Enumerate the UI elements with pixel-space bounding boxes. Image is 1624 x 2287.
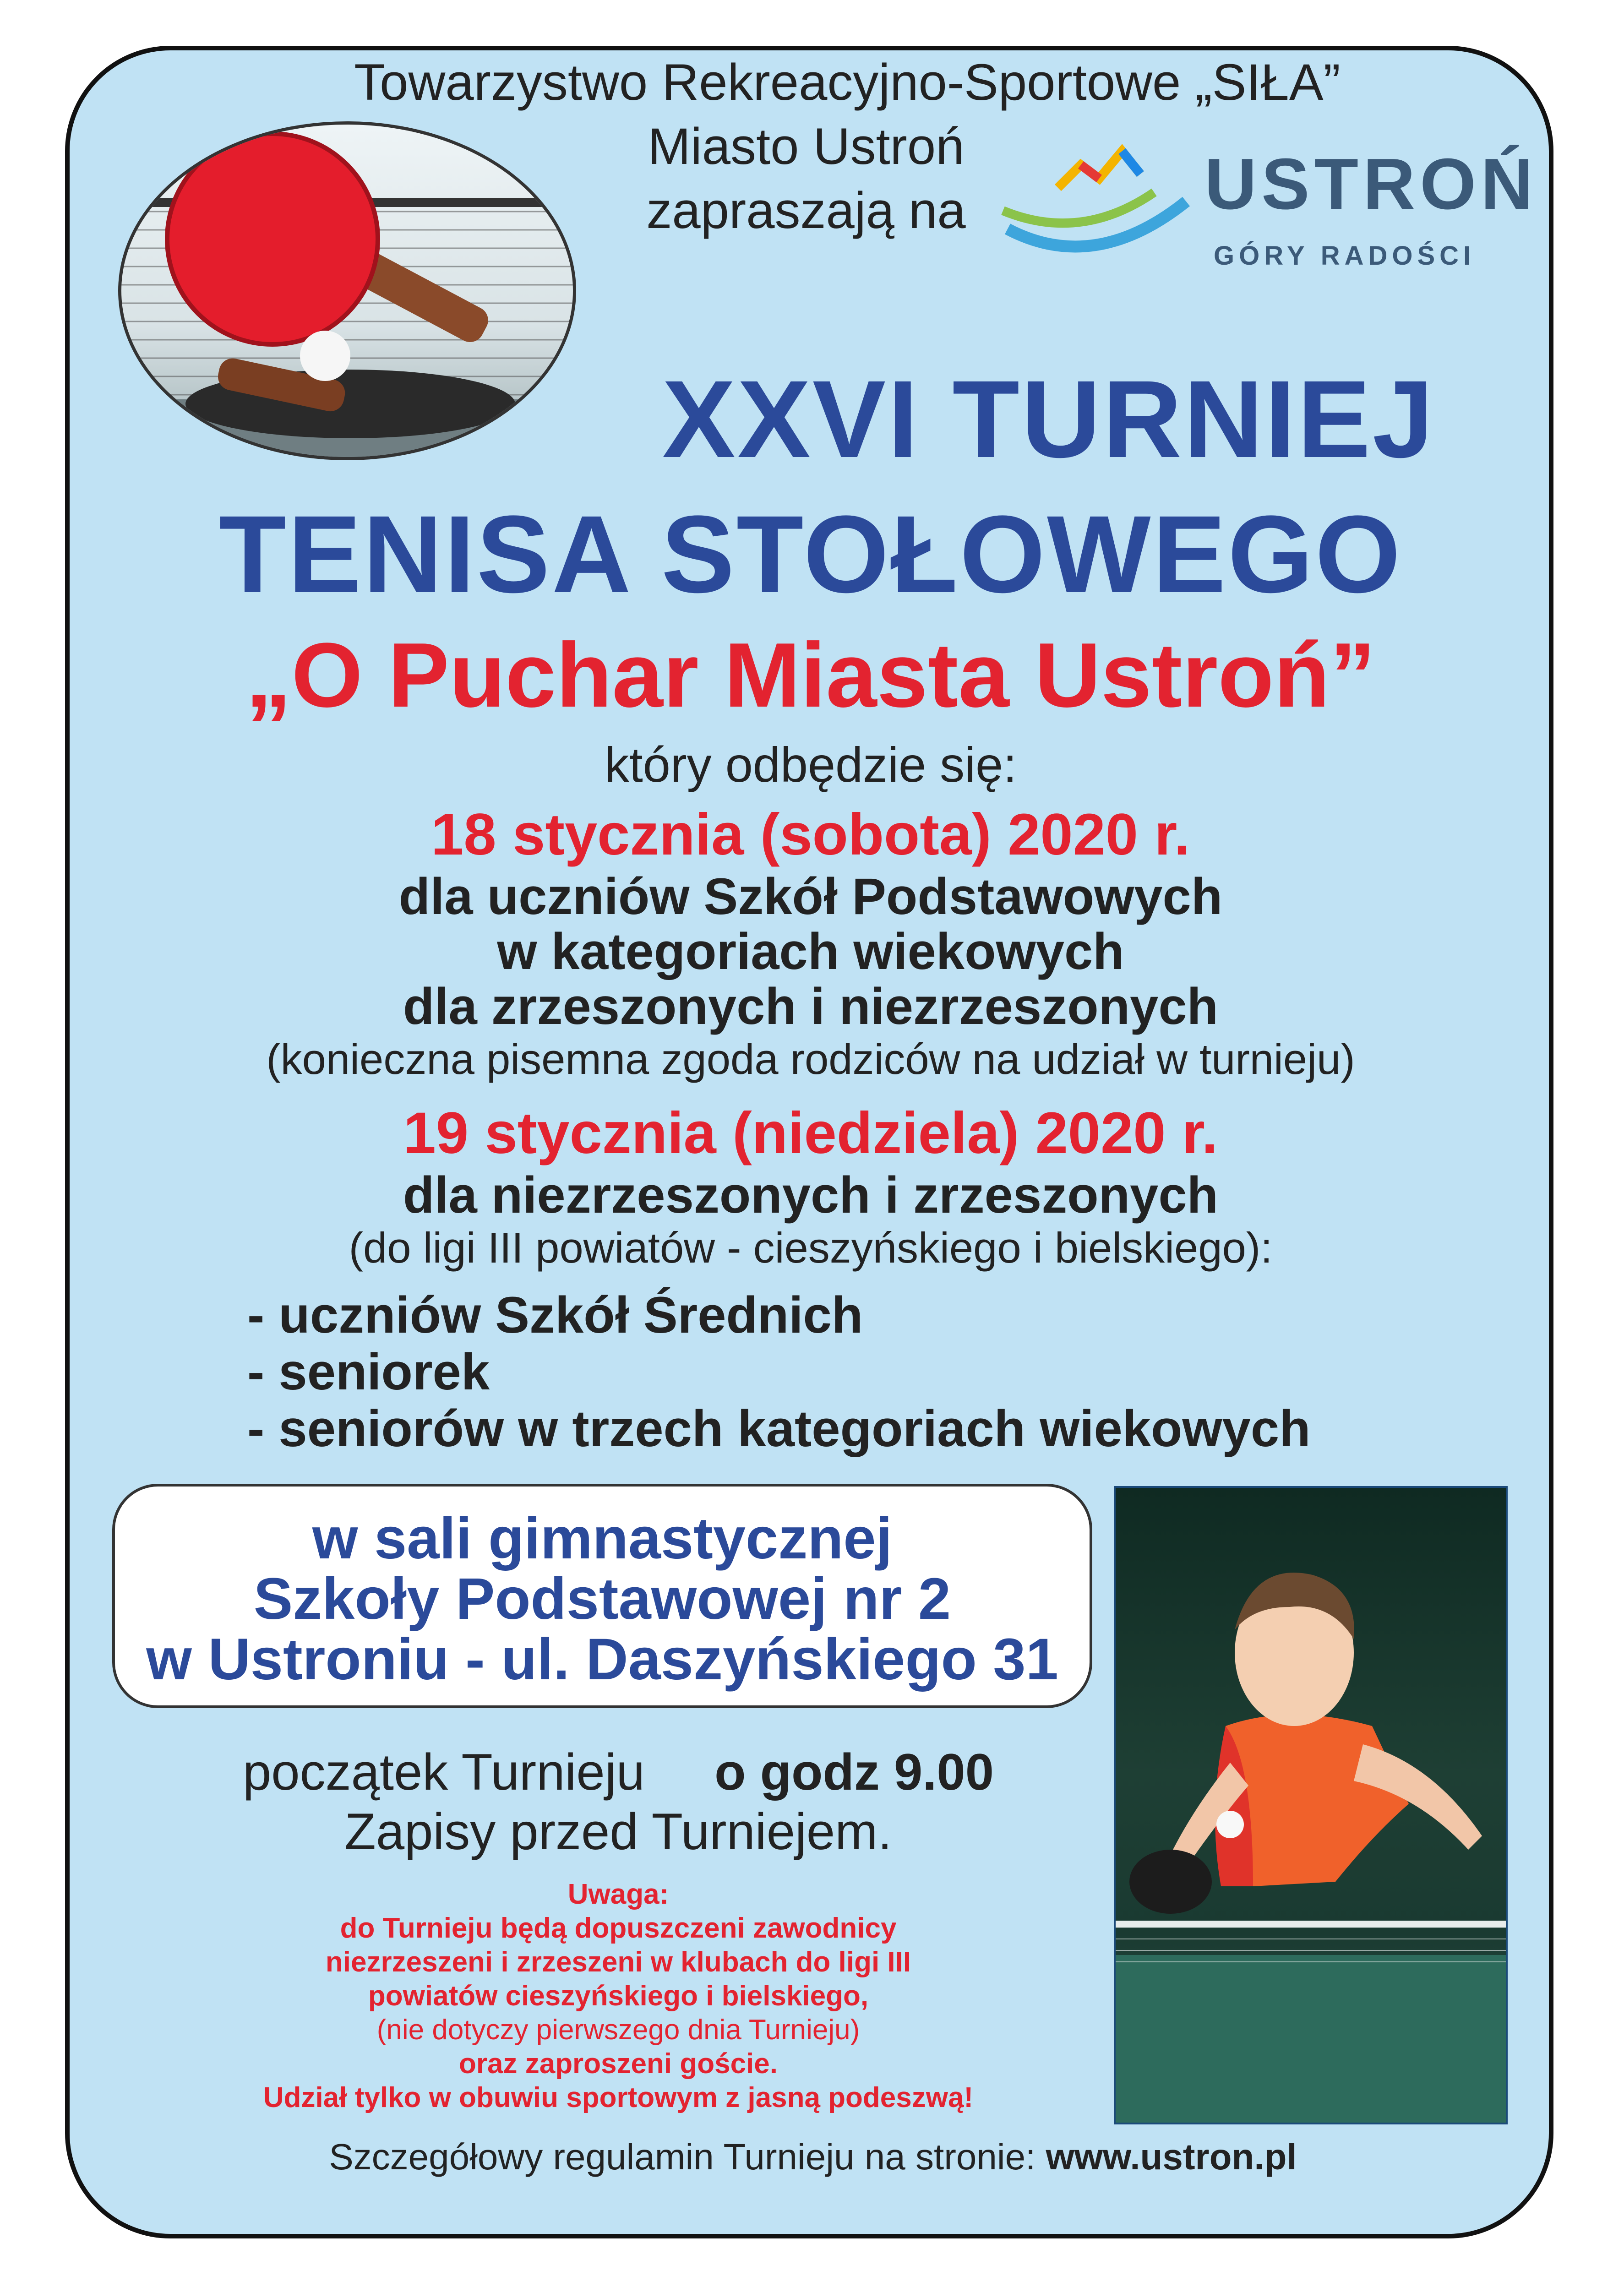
venue-line-1: w sali gimnastycznej [312,1506,893,1571]
day1-section [147,800,1475,1084]
list-item: - seniorek [247,1343,490,1400]
start-time-line [114,1740,1122,1804]
notice-line-1: do Turnieju będą dopuszczeni zawodnicy [340,1912,897,1944]
player-photo [1114,1486,1508,2124]
footer-text: Szczegółowy regulamin Turnieju na stronie: [329,2136,1046,2177]
day1-line-3: dla zrzeszonych i niezrzeszonych [403,978,1219,1035]
title-cup-name: „O Puchar Miasta Ustroń” [245,624,1376,726]
notice-line-5: oraz zaproszeni goście. [459,2048,778,2080]
notice-heading: Uwaga: [567,1879,669,1910]
day2-line-1: dla niezrzeszonych i zrzeszonych [403,1166,1219,1224]
notice-line-2: niezrzeszeni i zrzeszeni w klubach do ligi III [325,1946,911,1978]
start-label: początek Turnieju [243,1743,645,1801]
notice-section [114,1878,1122,2115]
footer-line [69,2134,1557,2180]
day2-date: 19 stycznia (niedziela) 2020 r. [403,1100,1218,1166]
day1-line-1: dla uczniów Szkół Podstawowych [398,868,1223,925]
logo-tagline: GÓRY RADOŚCI [1214,241,1476,271]
day2-note: (do ligi III powiatów - cieszyńskiego i bielskiego): [349,1224,1273,1272]
notice-line-4: (nie dotyczy pierwszego dnia Turnieju) [376,2014,860,2046]
day1-note: (konieczna pisemna zgoda rodziców na udział w turnieju) [266,1035,1355,1083]
ustron-logo-icon [989,124,1200,270]
day2-categories-list [247,1287,1484,1457]
day2-section [147,1099,1475,1273]
organizer-name: Towarzystwo Rekreacyjno-Sportowe „SIŁA” [354,54,1341,111]
website-link[interactable]: www.ustron.pl [1046,2136,1297,2177]
list-item: - seniorów w trzech kategoriach wiekowych [247,1400,1311,1457]
venue-line-2: Szkoły Podstawowej nr 2 [253,1566,951,1632]
logo-wordmark: USTROŃ [1204,144,1538,224]
list-item: - uczniów Szkół Średnich [247,1286,863,1344]
notice-line-3: powiatów cieszyńskiego i bielskiego, [368,1980,869,2012]
day1-date: 18 stycznia (sobota) 2020 r. [431,802,1190,867]
city-name: Miasto Ustroń [648,118,965,175]
intro-text: który odbędzie się: [604,737,1017,792]
title-line-2: TENISA STOŁOWEGO [218,493,1403,615]
day1-line-2: w kategoriach wiekowych [497,923,1124,980]
start-time: o godz 9.00 [714,1743,994,1801]
table-tennis-paddles-image [118,121,576,460]
signup-text: Zapisy przed Turniejem. [344,1803,892,1860]
notice-line-6: Udział tylko w obuwiu sportowym z jasną podeszwą! [263,2082,974,2113]
title-line-1: XXVI TURNIEJ [662,358,1436,480]
venue-box [112,1484,1092,1708]
invite-text: zapraszają na [646,182,966,239]
ustron-logo [989,124,1539,316]
player-illustration [1116,1488,1506,2123]
paddles-illustration [121,125,576,460]
venue-line-3: w Ustroniu - ul. Daszyńskiego 31 [146,1627,1058,1692]
